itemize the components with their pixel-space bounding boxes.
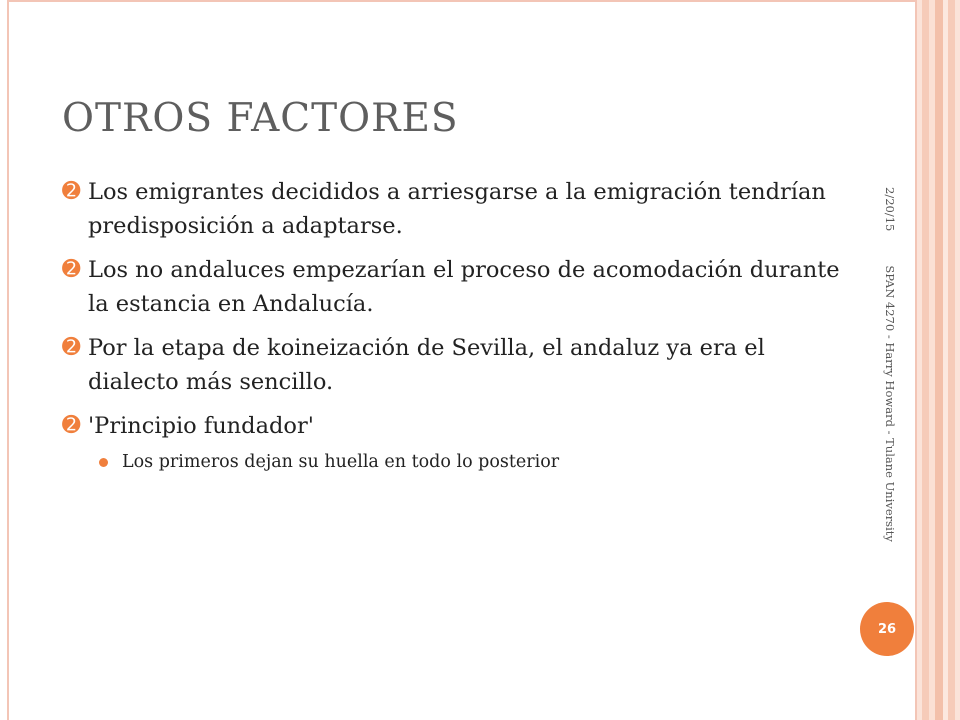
frame-left-line — [7, 0, 9, 720]
slide-content — [62, 175, 862, 475]
bullet-text: Los emigrantes decididos a arriesgarse a la emigración tendrían predisposición a adaptarse. — [88, 179, 826, 239]
bullet-item — [62, 253, 862, 321]
decorative-stripes — [917, 0, 960, 720]
sub-bullet-text: Los primeros dejan su huella en todo lo posterior — [122, 452, 560, 472]
sub-bullet-item — [62, 449, 862, 475]
bullet-text: Por la etapa de koineización de Sevilla, el andaluz ya era el dialecto más sencillo. — [88, 335, 765, 395]
bullet-icon: ➋ — [62, 179, 81, 204]
page-number: 26 — [877, 621, 897, 637]
bullet-icon: ➋ — [62, 257, 81, 282]
footer-course: SPAN 4270 - Harry Howard - Tulane University — [883, 265, 897, 542]
bullet-item — [62, 331, 862, 399]
frame-top-line — [7, 0, 917, 2]
bullet-icon: ➋ — [62, 335, 81, 360]
sub-bullet-icon — [99, 458, 108, 467]
decorative-stripe — [935, 0, 943, 720]
footer-sidebar — [883, 187, 897, 542]
decorative-stripe — [948, 0, 955, 720]
page-number-badge — [860, 602, 914, 656]
decorative-stripe — [922, 0, 929, 720]
bullet-item — [62, 175, 862, 243]
slide-title: OTROS FACTORES — [62, 96, 459, 141]
bullet-item — [62, 409, 862, 443]
footer-date: 2/20/15 — [883, 187, 897, 232]
bullet-text: Los no andaluces empezarían el proceso de acomodación durante la estancia en Andalucía. — [88, 257, 840, 317]
decorative-stripe — [955, 0, 960, 720]
bullet-text: 'Principio fundador' — [88, 413, 314, 439]
bullet-icon: ➋ — [62, 413, 81, 438]
